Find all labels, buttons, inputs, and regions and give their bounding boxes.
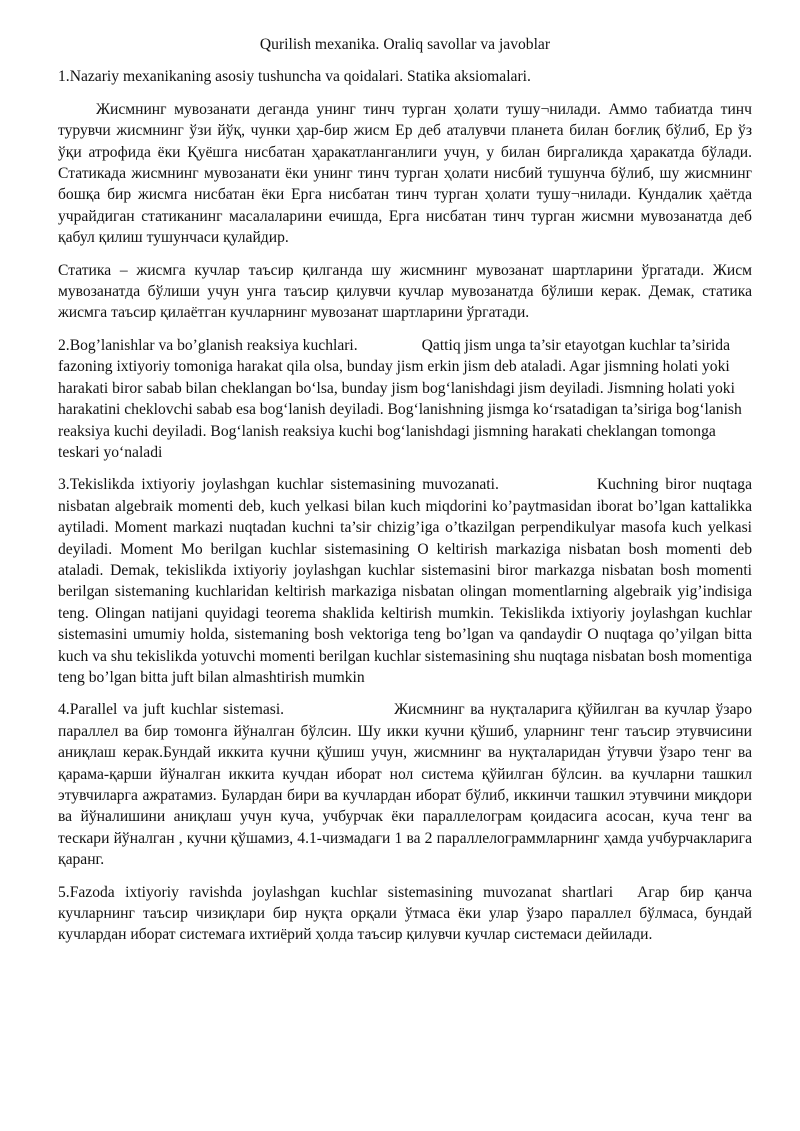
section-3-heading: 3.Tekislikda ixtiyoriy joylashgan kuchlar sistemasining muvozanati. bbox=[58, 476, 499, 494]
section-4-heading: 4.Parallel va juft kuchlar sistemasi. bbox=[58, 701, 285, 719]
document-page bbox=[58, 34, 752, 957]
section-3 bbox=[58, 474, 752, 688]
section-2-body: Qattiq jism unga ta’sir etayotgan kuchlar ta’sirida fazoning ixtiyoriy tomoniga harakat qila olsa, bunday jism erkin jism deb ataladi. Agar jismning holati yoki harakati biror sabab bilan cheklangan bo‘lsa, bunday jism bog‘lanishdagi jism deyiladi. Jismning holati yoki harakatini cheklovchi sabab esa bog‘lanish deyiladi. Bog‘lanishning jismga ko‘rsatadigan ta’siriga bog‘lanish reaksiya kuchi deyiladi. Bog‘lanish reaksiya kuchi bog‘lanishdagi jismning harakati cheklangan tomonga teskari yo‘naladi bbox=[58, 336, 742, 461]
section-5-heading: 5.Fazoda ixtiyoriy ravishda joylashgan kuchlar sistemasining muvozanat shartlari bbox=[58, 883, 614, 901]
section-4 bbox=[58, 699, 752, 870]
section-5-body: Агар бир қанча кучларнинг таъсир чизиқлари бир нуқта орқали ўтмаса ёки улар ўзаро параллел бўлмаса, бундай кучлардан иборат системага ихтиёрий ҳолда таъсир қилувчи кучлар системаси дейилади. bbox=[58, 883, 752, 944]
section-5 bbox=[58, 882, 752, 946]
section-1-heading: 1.Nazariy mexanikaning asosiy tushuncha va qoidalari. Statika aksiomalari. bbox=[58, 68, 531, 86]
section-2 bbox=[58, 335, 752, 463]
section-3-body: Kuchning biror nuqtaga nisbatan algebraik momenti deb, kuch yelkasi bilan kuch miqdorini ko’paytmasidan iborat bo’lgan kattalikka aytiladi. Moment markazi nuqtadan kuchni ta’sir chizig’iga o’tkazilgan perpendikulyar masofa kuch yelkasi deyiladi. Moment Mo berilgan kuchlar sistemasining O keltirish markaziga nisbatan bosh momenti deb ataladi. Demak, tekislikda ixtiyoriy joylashgan kuchlar sistemasini biror markazga nisbatan bosh momenti berilgan sistemaning kuchlaridan keltirish markaziga nisbatan olingan momentlarning algebraik yig’indisiga teng. Olingan natijani quyidagi teorema shaklida keltirish mumkin. Tekislikda ixtiyoriy joylashgan kuchlar sistemasini umumiy holda, sistemaning bosh vektoriga teng bo’lgan va qandaydir O nuqtaga qo’yilgan bitta kuch va shu tekislikda yotuvchi momenti berilgan kuchlar sistemasining shu nuqtaga nisbatan bosh momentiga teng bo’lgan bitta juft bilan almashtirish mumkin bbox=[58, 476, 752, 686]
section-1-paragraph-2: Статика – жисмга кучлар таъсир қилганда шу жисмнинг мувозанат шартларини ўргатади. Жисм мувозанатда бўлиши учун унга таъсир қилувчи кучлар мувозанатда бўлиши керак. Демак, статика жисмга таъсир қилаётган кучларнинг мувозанат шартларини ўргатади. bbox=[58, 261, 752, 322]
document-title: Qurilish mexanika. Oraliq savollar va javoblar bbox=[259, 36, 551, 53]
section-2-heading: 2.Bog’lanishlar va bo’glanish reaksiya kuchlari. bbox=[58, 336, 358, 354]
section-1-paragraph-1: Жисмнинг мувозанати деганда унинг тинч турган ҳолати тушу¬нилади. Аммо табиатда тинч турувчи жисмнинг ўзи йўқ, чунки ҳар-бир жисм Ер деб аталувчи планета билан боғлиқ бўлиб, Ер ўз ўқи атрофида ёки Қуёшга нисбатан ҳаракатланганлиги учун, у билан биргаликда ҳаракатда бўлади. Статикада жисмнинг мувозанати ёки унинг тинч турган ҳолати нисбий тушунча бўлиб, шу жисмнинг бошқа бир жисмга нисбатан ёки Ерга нисбатан тинч турган ҳолати тушу¬нилади. Кундалик ҳаётда учрайдиган статиканинг масалаларини ечишда, Ерга нисбатан тинч турган жисмни мувозанатда деб қабул қилиш тушунчаси қулайдир. bbox=[58, 100, 752, 247]
section-4-body: Жисмнинг ва нуқталарига қўйилган ва кучлар ўзаро параллел ва бир томонга йўналган бўлсин. Шу икки кучни қўшиб, уларнинг тенг таъсир этувчисини аниқлаш керак.Бундай иккита кучни қўшиш учун, жисмнинг ва нуқталаридан ўтувчи ўзаро тенг ва қарама-қарши йўналган иккита кучдан иборат нол система қўйилган бўлсин. ва кучларни ташкил этувчиларга ажратамиз. Булардан бири ва кучлардан иборат бўлиб, иккинчи ташкил этувчини миқдори ва йўналишини аниқлаш учун куча, учбурчак ёки параллелограм қоидасига асосан, куча тенг ва тескари йўналган , кучни қўшамиз, 4.1-чизмадаги 1 ва 2 параллелограммларнинг ҳамда учбурчакларига қаранг. bbox=[58, 701, 752, 869]
